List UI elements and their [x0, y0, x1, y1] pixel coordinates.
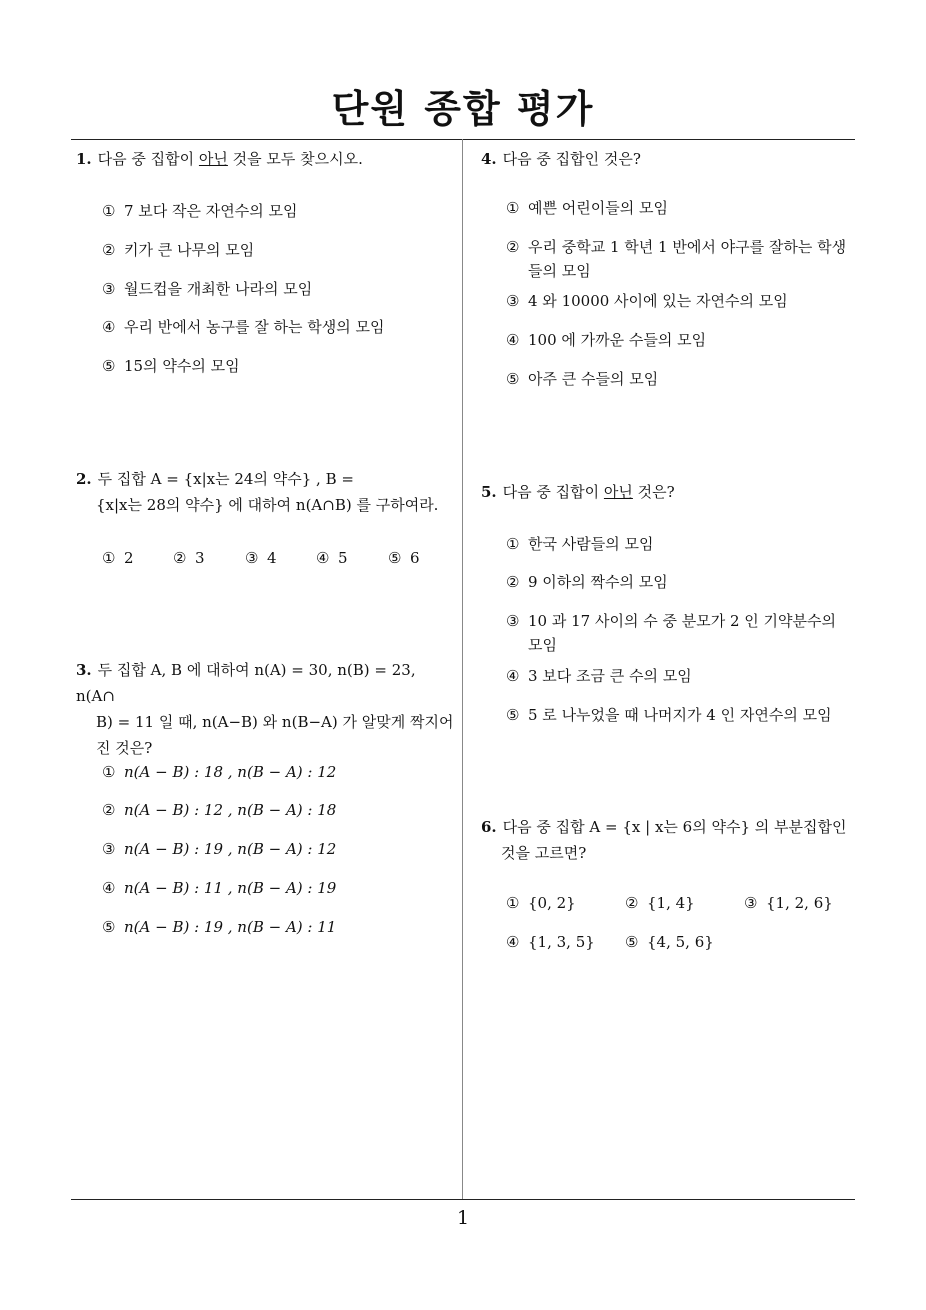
column-divider — [462, 139, 463, 1199]
question-stem-continued: B) = 11 일 때, n(A−B) 와 n(B−A) 가 알맞게 짝지어 — [96, 713, 454, 731]
question-6-option-3[interactable]: ③ {1, 2, 6} — [744, 894, 833, 912]
question-6 — [481, 814, 863, 866]
question-number: 3. — [76, 661, 92, 679]
question-stem: 두 집합 A = {x|x는 24의 약수} , B = — [97, 470, 354, 488]
question-5 — [481, 479, 861, 505]
question-6-option-4[interactable]: ④ {1, 3, 5} — [506, 933, 595, 951]
question-number: 1. — [76, 150, 92, 168]
question-stem: 다음 중 집합인 것은? — [502, 150, 641, 168]
question-2-option-1[interactable]: ① 2 — [102, 549, 134, 567]
question-2-option-4[interactable]: ④ 5 — [316, 549, 348, 567]
question-5-option-4[interactable]: ④ 3 보다 조금 큰 수의 모임 — [506, 667, 692, 685]
question-6-option-1[interactable]: ① {0, 2} — [506, 894, 576, 912]
question-number: 4. — [481, 150, 497, 168]
question-4-option-4[interactable]: ④ 100 에 가까운 수들의 모임 — [506, 331, 707, 349]
question-3 — [76, 657, 458, 761]
question-3-option-5[interactable]: ⑤ n(A − B) : 19 , n(B − A) : 11 — [102, 918, 337, 936]
question-stem-continued: {x|x는 28의 약수} 에 대하여 n(A∩B) 를 구하여라. — [96, 496, 439, 514]
question-number: 6. — [481, 818, 497, 836]
page-number: 1 — [456, 1207, 470, 1229]
question-5-option-1[interactable]: ① 한국 사람들의 모임 — [506, 535, 654, 553]
question-1-option-4[interactable]: ④ 우리 반에서 농구를 잘 하는 학생의 모임 — [102, 318, 385, 336]
question-stem: 다음 중 집합이 아닌 것을 모두 찾으시오. — [97, 150, 363, 168]
question-4-option-2[interactable]: ② 우리 중학교 1 학년 1 반에서 야구를 잘하는 학생 들의 모임 — [506, 238, 847, 280]
question-1-option-5[interactable]: ⑤ 15의 약수의 모임 — [102, 357, 240, 375]
question-number: 2. — [76, 470, 92, 488]
question-stem-continued: 것을 고르면? — [501, 844, 587, 862]
question-3-option-4[interactable]: ④ n(A − B) : 11 , n(B − A) : 19 — [102, 879, 337, 897]
question-4-option-3[interactable]: ③ 4 와 10000 사이에 있는 자연수의 모임 — [506, 292, 788, 310]
question-6-option-5[interactable]: ⑤ {4, 5, 6} — [625, 933, 714, 951]
emphasis-underline: 아닌 — [603, 483, 633, 501]
question-stem: 다음 중 집합 A = {x | x는 6의 약수} 의 부분집합인 — [502, 818, 847, 836]
question-stem: 다음 중 집합이 아닌 것은? — [502, 483, 675, 501]
top-rule — [71, 139, 855, 140]
question-2 — [76, 466, 456, 518]
question-4-option-5[interactable]: ⑤ 아주 큰 수들의 모임 — [506, 370, 659, 388]
question-3-option-2[interactable]: ② n(A − B) : 12 , n(B − A) : 18 — [102, 801, 337, 819]
question-stem: 두 집합 A, B 에 대하여 n(A) = 30, n(B) = 23, n(A∩ — [76, 661, 416, 705]
question-1-option-3[interactable]: ③ 월드컵을 개최한 나라의 모임 — [102, 280, 313, 298]
question-1-option-1[interactable]: ① 7 보다 작은 자연수의 모임 — [102, 202, 298, 220]
question-1 — [76, 146, 456, 172]
question-2-option-5[interactable]: ⑤ 6 — [388, 549, 420, 567]
question-4 — [481, 146, 861, 172]
question-stem-continued: 진 것은? — [96, 739, 153, 757]
question-5-option-2[interactable]: ② 9 이하의 짝수의 모임 — [506, 573, 668, 591]
question-2-option-3[interactable]: ③ 4 — [245, 549, 277, 567]
question-5-option-5[interactable]: ⑤ 5 로 나누었을 때 나머지가 4 인 자연수의 모임 — [506, 706, 832, 724]
page-title: 단원 종합 평가 — [331, 87, 595, 131]
question-2-option-2[interactable]: ② 3 — [173, 549, 205, 567]
question-4-option-1[interactable]: ① 예쁜 어린이들의 모임 — [506, 199, 668, 217]
bottom-rule — [71, 1199, 855, 1200]
question-5-option-3[interactable]: ③ 10 과 17 사이의 수 중 분모가 2 인 기약분수의 모임 — [506, 612, 836, 654]
question-3-option-1[interactable]: ① n(A − B) : 18 , n(B − A) : 12 — [102, 763, 337, 781]
question-3-option-3[interactable]: ③ n(A − B) : 19 , n(B − A) : 12 — [102, 840, 337, 858]
question-1-option-2[interactable]: ② 키가 큰 나무의 모임 — [102, 241, 255, 259]
question-number: 5. — [481, 483, 497, 501]
question-6-option-2[interactable]: ② {1, 4} — [625, 894, 695, 912]
emphasis-underline: 아닌 — [198, 150, 228, 168]
